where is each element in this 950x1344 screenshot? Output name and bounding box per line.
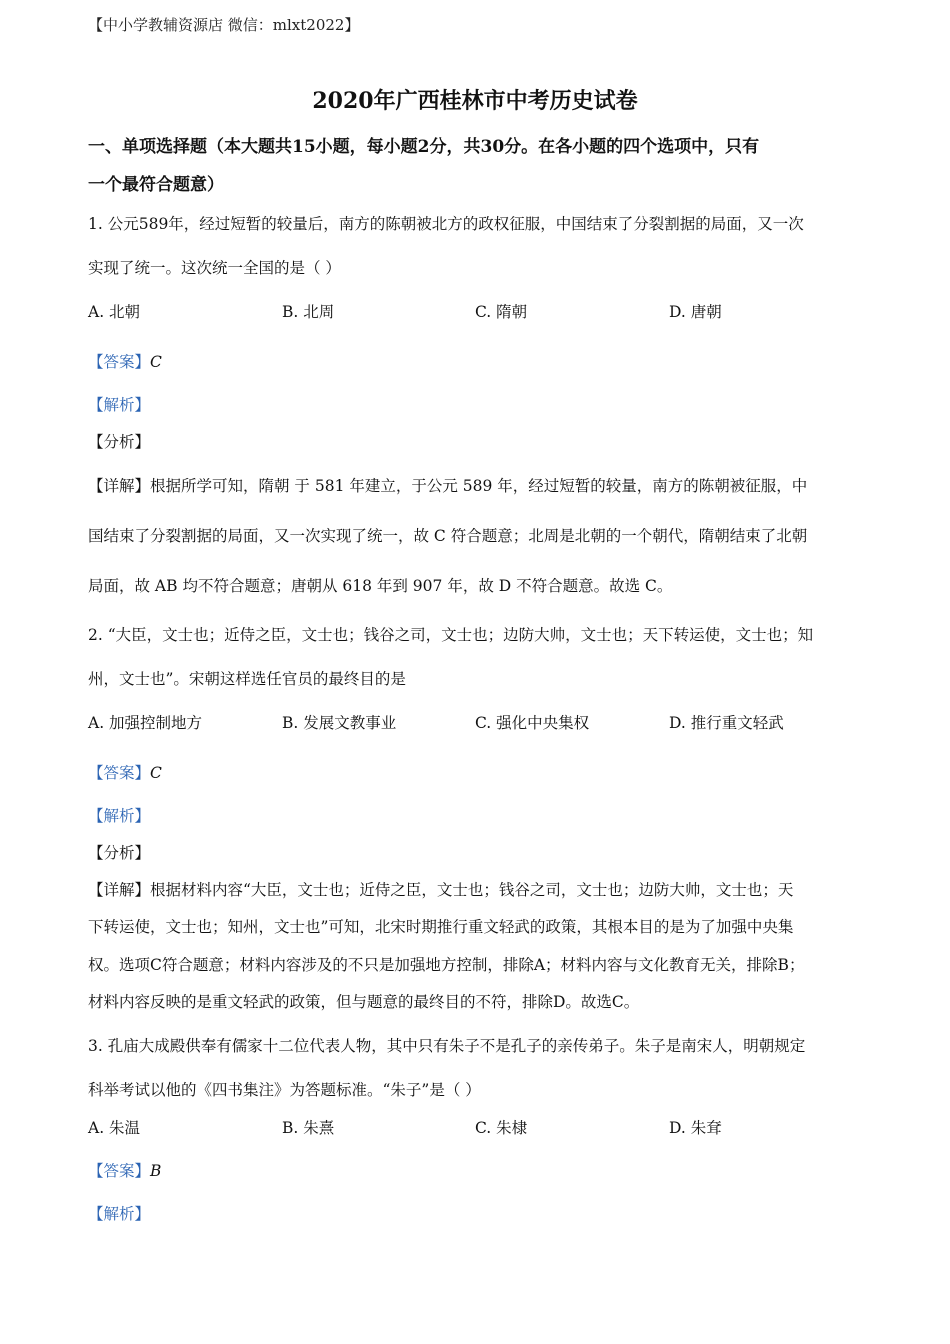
section-heading-line2: 一个最符合题意） bbox=[88, 175, 224, 195]
q2-option-c: C. 强化中央集权 bbox=[475, 714, 590, 732]
answer-tag: 【答案】 bbox=[88, 1162, 151, 1180]
q1-option-d: D. 唐朝 bbox=[669, 303, 722, 321]
q3-option-a: A. 朱温 bbox=[88, 1119, 141, 1137]
q2-stem-line2: 州，文士也”。宋朝这样选任官员的最终目的是 bbox=[88, 670, 406, 688]
answer-value: C bbox=[150, 764, 162, 782]
q2-stem-line1: 2. “大臣，文士也；近侍之臣，文士也；钱谷之司，文士也；边防大帅，文士也；天下转运使，文士也；知 bbox=[88, 626, 814, 644]
q3-option-d: D. 朱耷 bbox=[669, 1119, 722, 1137]
q3-option-c: C. 朱棣 bbox=[475, 1119, 528, 1137]
q2-detail-line3: 权。选项C符合题意；材料内容涉及的不只是加强地方控制，排除A；材料内容与文化教育无关，排除B； bbox=[88, 956, 805, 974]
q3-jiexi: 【解析】 bbox=[88, 1205, 151, 1223]
q1-detail-line1: 【详解】根据所学可知，隋朝 于 581 年建立，于公元 589 年，经过短暂的较量，南方的陈朝被征服，中 bbox=[88, 477, 808, 495]
q1-option-b: B. 北周 bbox=[282, 303, 335, 321]
answer-tag: 【答案】 bbox=[88, 764, 151, 782]
q2-detail-line2: 下转运使，文士也；知州，文士也”可知，北宋时期推行重文轻武的政策，其根本目的是为了加强中央集 bbox=[88, 918, 794, 936]
page-title: 2020年广西桂林市中考历史试卷 bbox=[312, 88, 638, 114]
q2-jiexi: 【解析】 bbox=[88, 807, 151, 825]
q1-detail-line3: 局面，故 AB 均不符合题意；唐朝从 618 年到 907 年，故 D 不符合题意。故选 C。 bbox=[88, 577, 673, 595]
answer-value: B bbox=[150, 1162, 162, 1180]
answer-tag: 【答案】 bbox=[88, 353, 151, 371]
q2-option-d: D. 推行重文轻武 bbox=[669, 714, 784, 732]
q3-option-b: B. 朱熹 bbox=[282, 1119, 335, 1137]
q3-stem-line1: 3. 孔庙大成殿供奉有儒家十二位代表人物，其中只有朱子不是孔子的亲传弟子。朱子是南宋人，明朝规定 bbox=[88, 1037, 806, 1055]
q3-answer bbox=[88, 1159, 161, 1181]
page-header: 【中小学教辅资源店 微信：mlxt2022】 bbox=[88, 16, 360, 34]
q2-option-a: A. 加强控制地方 bbox=[88, 714, 203, 732]
q2-option-b: B. 发展文教事业 bbox=[282, 714, 397, 732]
q1-option-a: A. 北朝 bbox=[88, 303, 141, 321]
q2-detail-line4: 材料内容反映的是重文轻武的政策，但与题意的最终目的不符，排除D。故选C。 bbox=[88, 993, 640, 1011]
q1-fenxi: 【分析】 bbox=[88, 433, 151, 451]
q1-answer bbox=[88, 350, 162, 372]
q1-stem-line2: 实现了统一。这次统一全国的是（ ） bbox=[88, 259, 341, 277]
q1-stem-line1: 1. 公元589年，经过短暂的较量后，南方的陈朝被北方的政权征服，中国结束了分裂割据的局面，又一次 bbox=[88, 215, 804, 233]
q1-jiexi: 【解析】 bbox=[88, 396, 151, 414]
q1-option-c: C. 隋朝 bbox=[475, 303, 528, 321]
answer-value: C bbox=[150, 353, 162, 371]
q2-detail-line1: 【详解】根据材料内容“大臣，文士也；近侍之臣，文士也；钱谷之司，文士也；边防大帅，文士也；天 bbox=[88, 881, 794, 899]
q3-stem-line2: 科举考试以他的《四书集注》为答题标准。“朱子”是（ ） bbox=[88, 1081, 481, 1099]
section-heading-line1: 一、单项选择题（本大题共15小题，每小题2分，共30分。在各小题的四个选项中，只有 bbox=[88, 137, 760, 157]
q1-detail-line2: 国结束了分裂割据的局面，又一次实现了统一，故 C 符合题意；北周是北朝的一个朝代，隋朝结束了北朝 bbox=[88, 527, 808, 545]
q2-fenxi: 【分析】 bbox=[88, 844, 151, 862]
q2-answer bbox=[88, 761, 162, 783]
